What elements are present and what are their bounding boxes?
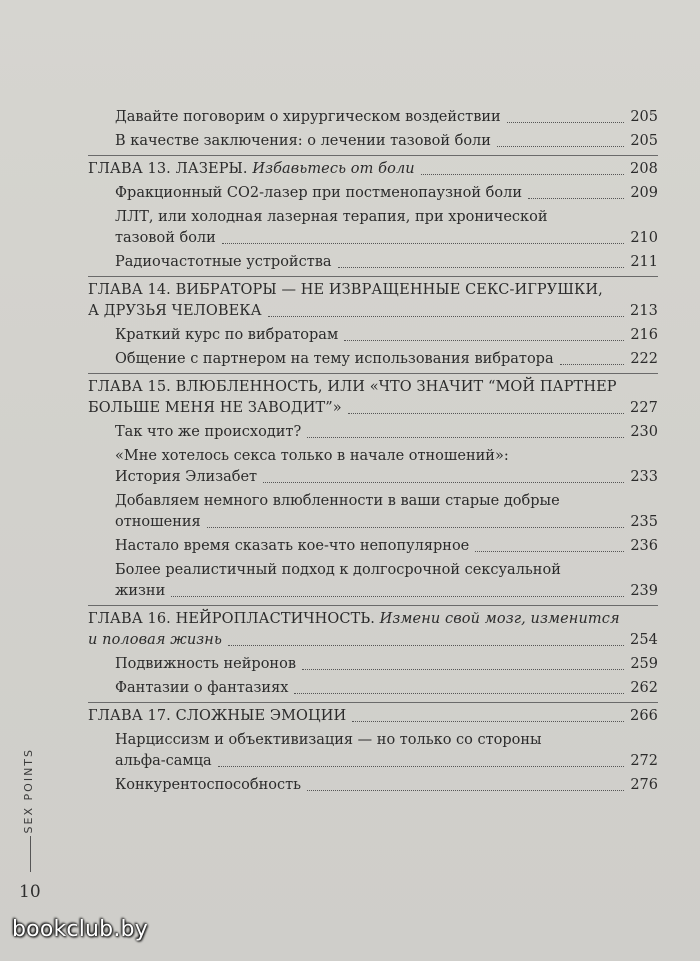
toc-section-entry — [88, 325, 658, 346]
toc-page-number: 205 — [630, 133, 658, 149]
toc-line — [88, 512, 658, 533]
toc-line — [88, 678, 658, 699]
dot-leader — [475, 551, 624, 552]
chapter-subtitle-cont: и половая жизнь — [88, 632, 222, 648]
toc-line — [88, 131, 658, 152]
watermark: bookclub.by — [12, 917, 148, 942]
toc-entry-title: жизни — [115, 583, 166, 599]
chapter-title: ГЛАВА 13. ЛАЗЕРЫ. — [88, 161, 253, 177]
toc-line — [88, 491, 658, 512]
toc-chapter-entry — [88, 706, 658, 727]
toc-line — [88, 280, 658, 301]
chapter-subtitle: Измени свой мозг, изменится — [379, 611, 620, 627]
toc-line — [88, 536, 658, 557]
dot-leader — [218, 766, 625, 767]
dot-leader — [307, 437, 624, 438]
toc-page-number: 236 — [630, 538, 658, 554]
chapter-title: ГЛАВА 16. НЕЙРОПЛАСТИЧНОСТЬ. — [88, 611, 380, 627]
toc-line — [88, 159, 658, 180]
toc-line — [88, 207, 658, 228]
toc-line — [88, 377, 658, 398]
chapter-divider — [88, 605, 658, 606]
toc-section-entry — [88, 349, 658, 370]
dot-leader — [507, 122, 625, 123]
toc-page-number: 272 — [630, 753, 658, 769]
dot-leader — [497, 146, 624, 147]
chapter-divider — [88, 155, 658, 156]
toc-line — [88, 183, 658, 204]
dot-leader — [338, 267, 625, 268]
dot-leader — [307, 790, 624, 791]
toc-page-number: 262 — [630, 680, 658, 696]
toc-section-entry — [88, 654, 658, 675]
toc-page-number: 266 — [630, 708, 658, 724]
toc-entry-title: Нарциссизм и объективизация — но только со стороны — [115, 732, 542, 748]
toc-page-number: 216 — [630, 327, 658, 343]
toc-page-number: 254 — [630, 632, 658, 648]
toc-entry-title: Фантазии о фантазиях — [115, 680, 289, 696]
toc-entry-title: тазовой боли — [115, 230, 216, 246]
chapter-divider — [88, 702, 658, 703]
toc-chapter-entry — [88, 377, 658, 419]
toc-line — [88, 349, 658, 370]
toc-line — [88, 446, 658, 467]
toc-entry-title: Конкурентоспособность — [115, 777, 302, 793]
toc-section-entry — [88, 491, 658, 533]
chapter-divider — [88, 373, 658, 374]
toc-line — [88, 252, 658, 273]
dot-leader — [421, 174, 624, 175]
toc-section-entry — [88, 183, 658, 204]
toc-line — [88, 581, 658, 602]
toc-entry-title: Более реалистичный подход к долгосрочной сексуальной — [115, 562, 561, 578]
toc-line — [88, 751, 658, 772]
toc-section-entry — [88, 678, 658, 699]
dot-leader — [560, 364, 625, 365]
toc-entry-title: Краткий курс по вибраторам — [115, 327, 339, 343]
toc-section-entry — [88, 422, 658, 443]
toc-line — [88, 107, 658, 128]
toc-page-number: 222 — [630, 351, 658, 367]
running-head-vertical: SEX POINTS — [22, 748, 35, 834]
toc-entry-title: История Элизабет — [115, 469, 258, 485]
toc-entry-title: В качестве заключения: о лечении тазовой боли — [115, 133, 491, 149]
toc-entry-title: Подвижность нейронов — [115, 656, 296, 672]
toc-page-number: 208 — [630, 161, 658, 177]
toc-line — [88, 630, 658, 651]
dot-leader — [263, 482, 624, 483]
toc-line — [88, 706, 658, 727]
toc-chapter-entry — [88, 159, 658, 180]
toc-entry-title: А ДРУЗЬЯ ЧЕЛОВЕКА — [88, 303, 262, 319]
toc-page-number: 205 — [630, 109, 658, 125]
toc-line — [88, 422, 658, 443]
toc-section-entry — [88, 775, 658, 796]
toc-section-entry — [88, 252, 658, 273]
toc-section-entry — [88, 560, 658, 602]
toc-section-entry — [88, 446, 658, 488]
toc-line — [88, 775, 658, 796]
toc-line — [88, 467, 658, 488]
toc-page-number: 239 — [630, 583, 658, 599]
chapter-subtitle: Избавьтесь от боли — [252, 161, 415, 177]
toc-line — [88, 228, 658, 249]
toc-entry-title: альфа-самца — [115, 753, 212, 769]
toc-line — [88, 325, 658, 346]
toc-line — [88, 654, 658, 675]
table-of-contents — [88, 104, 658, 799]
toc-entry-title: Добавляем немного влюбленности в ваши старые добрые — [115, 493, 560, 509]
toc-page-number: 213 — [630, 303, 658, 319]
side-rule — [30, 836, 31, 872]
dot-leader — [171, 596, 624, 597]
toc-entry-title: «Мне хотелось секса только в начале отношений»: — [115, 448, 509, 464]
toc-section-entry — [88, 207, 658, 249]
toc-entry-title: Фракционный CO2-лазер при постменопаузной боли — [115, 185, 522, 201]
toc-entry-title: ГЛАВА 17. СЛОЖНЫЕ ЭМОЦИИ — [88, 708, 347, 724]
toc-entry-title: ГЛАВА 14. ВИБРАТОРЫ — НЕ ИЗВРАЩЕННЫЕ СЕКС-ИГРУШКИ, — [88, 282, 603, 298]
toc-section-entry — [88, 730, 658, 772]
toc-chapter-entry — [88, 609, 658, 651]
toc-line — [88, 609, 658, 630]
toc-page-number: 276 — [630, 777, 658, 793]
dot-leader — [528, 198, 624, 199]
chapter-divider — [88, 276, 658, 277]
toc-line — [88, 398, 658, 419]
toc-line — [88, 301, 658, 322]
toc-entry-title: Так что же происходит? — [115, 424, 302, 440]
dot-leader — [268, 316, 624, 317]
dot-leader — [352, 721, 624, 722]
toc-entry-title: БОЛЬШЕ МЕНЯ НЕ ЗАВОДИТ”» — [88, 400, 342, 416]
toc-page-number: 210 — [630, 230, 658, 246]
dot-leader — [222, 243, 625, 244]
toc-entry-title: Настало время сказать кое-что непопулярное — [115, 538, 470, 554]
toc-chapter-entry — [88, 280, 658, 322]
toc-section-entry — [88, 131, 658, 152]
toc-entry-title: Радиочастотные устройства — [115, 254, 332, 270]
dot-leader — [348, 413, 624, 414]
dot-leader — [302, 669, 624, 670]
toc-section-entry — [88, 536, 658, 557]
dot-leader — [344, 340, 624, 341]
toc-page-number: 259 — [630, 656, 658, 672]
toc-entry-title: ГЛАВА 15. ВЛЮБЛЕННОСТЬ, ИЛИ «ЧТО ЗНАЧИТ “МОЙ ПАРТНЕР — [88, 379, 617, 395]
toc-entry-title: Давайте поговорим о хирургическом воздействии — [115, 109, 501, 125]
toc-page-number: 233 — [630, 469, 658, 485]
page-number: 10 — [19, 882, 41, 902]
toc-line — [88, 560, 658, 581]
toc-page-number: 211 — [630, 254, 658, 270]
toc-page-number: 227 — [630, 400, 658, 416]
toc-entry-title: ЛЛТ, или холодная лазерная терапия, при хронической — [115, 209, 548, 225]
toc-entry-title: отношения — [115, 514, 201, 530]
toc-page-number: 230 — [630, 424, 658, 440]
toc-section-entry — [88, 107, 658, 128]
dot-leader — [207, 527, 625, 528]
toc-entry-title: Общение с партнером на тему использования вибратора — [115, 351, 554, 367]
toc-entry-title — [88, 159, 415, 180]
dot-leader — [228, 645, 624, 646]
toc-line — [88, 730, 658, 751]
toc-page-number: 209 — [630, 185, 658, 201]
dot-leader — [294, 693, 624, 694]
toc-entry-title — [88, 609, 620, 630]
toc-page-number: 235 — [630, 514, 658, 530]
